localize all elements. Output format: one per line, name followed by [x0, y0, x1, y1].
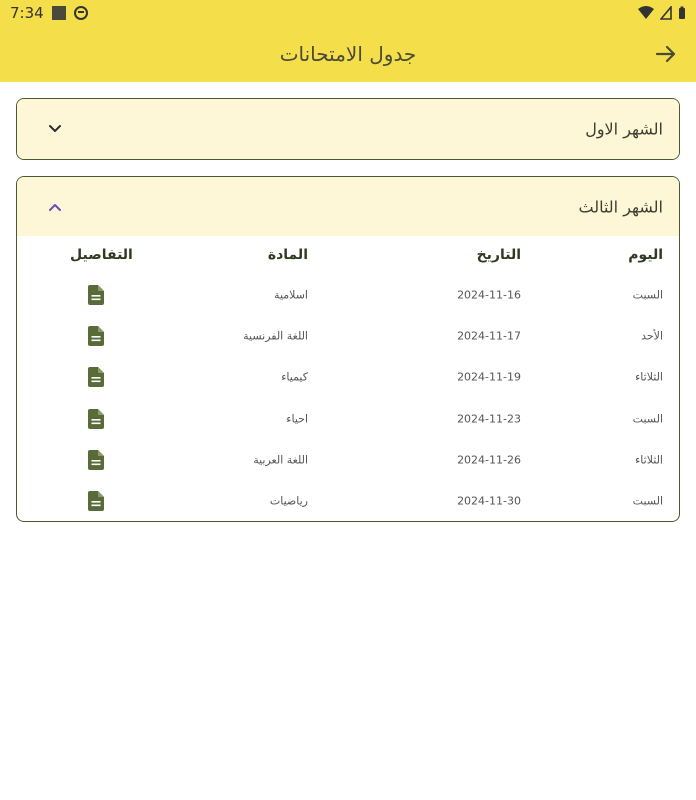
- cell-subject: اللغة العربية: [253, 453, 308, 467]
- cell-day: السبت: [632, 288, 663, 302]
- table-row: [17, 274, 679, 315]
- signal-icon: [660, 6, 672, 20]
- table-row: [17, 480, 679, 521]
- header-details: التفاصيل: [70, 247, 133, 263]
- document-icon[interactable]: [88, 285, 104, 305]
- document-icon[interactable]: [88, 491, 104, 511]
- document-icon[interactable]: [88, 326, 104, 346]
- table-row: [17, 315, 679, 356]
- cell-subject: اللغة الفرنسية: [243, 329, 308, 343]
- cell-date: 2024-11-16: [457, 288, 521, 302]
- document-icon[interactable]: [88, 409, 104, 429]
- chevron-down-icon[interactable]: [45, 119, 65, 139]
- section-header[interactable]: [17, 177, 679, 236]
- table-row: [17, 439, 679, 480]
- section-third-month: [16, 176, 680, 522]
- notification-face-icon: [74, 6, 88, 20]
- app-bar: [0, 0, 696, 82]
- notification-square-icon: [52, 6, 66, 20]
- header-date: التاريخ: [476, 247, 521, 263]
- page-title: جدول الامتحانات: [279, 42, 417, 66]
- arrow-right-icon: [654, 42, 678, 66]
- cell-day: الثلاثاء: [635, 453, 663, 467]
- section-title: الشهر الثالث: [578, 197, 663, 216]
- cell-day: الأحد: [641, 329, 663, 343]
- table-header: [17, 236, 679, 274]
- cell-subject: كيمياء: [281, 370, 308, 384]
- cell-subject: اسلامية: [274, 288, 308, 302]
- cell-date: 2024-11-26: [457, 453, 521, 467]
- header-day: اليوم: [628, 247, 663, 263]
- toolbar: [0, 26, 696, 82]
- cell-subject: احياء: [286, 412, 308, 426]
- status-time: 7:34: [10, 4, 44, 22]
- back-button[interactable]: [652, 40, 680, 68]
- chevron-up-icon[interactable]: [45, 197, 65, 217]
- cell-subject: رياضيات: [269, 494, 308, 508]
- status-left: [10, 4, 88, 22]
- cell-date: 2024-11-23: [457, 412, 521, 426]
- header-subject: المادة: [267, 247, 308, 263]
- cell-day: السبت: [632, 494, 663, 508]
- cell-day: الثلاثاء: [635, 370, 663, 384]
- battery-icon: [678, 6, 686, 20]
- exam-table: [17, 236, 679, 522]
- section-title: الشهر الاول: [585, 119, 663, 139]
- status-bar: [0, 0, 696, 26]
- status-right: [638, 6, 686, 20]
- section-first-month[interactable]: [16, 98, 680, 160]
- document-icon[interactable]: [88, 367, 104, 387]
- document-icon[interactable]: [88, 450, 104, 470]
- wifi-icon: [638, 6, 654, 20]
- cell-day: السبت: [632, 412, 663, 426]
- cell-date: 2024-11-19: [457, 370, 521, 384]
- cell-date: 2024-11-17: [457, 329, 521, 343]
- section-header[interactable]: [17, 99, 679, 159]
- table-row: [17, 398, 679, 439]
- cell-date: 2024-11-30: [457, 494, 521, 508]
- table-row: [17, 357, 679, 398]
